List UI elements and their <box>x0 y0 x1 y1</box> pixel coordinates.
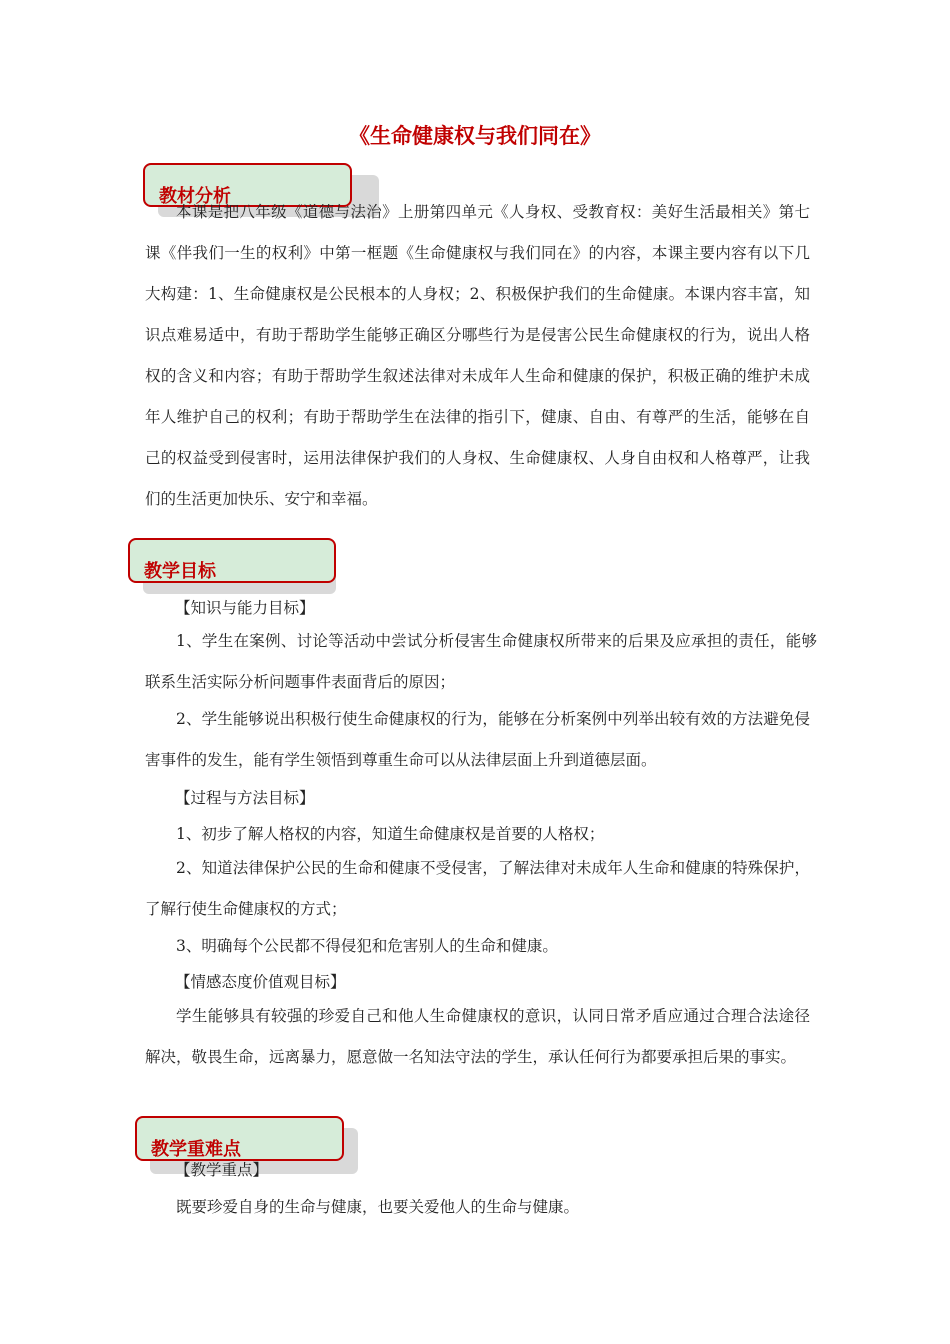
process-goal-2: 2、知道法律保护公民的生命和健康不受侵害，了解法律对未成年人生命和健康的特殊保护，了解行使生命健康权的方式； <box>145 859 810 918</box>
knowledge-goal-1: 1、学生在案例、讨论等活动中尝试分析侵害生命健康权所带来的后果及应承担的责任，能够联系生活实际分析问题事件表面背后的原因； <box>145 632 817 691</box>
knowledge-goal-header: 【知识与能力目标】 <box>175 599 315 617</box>
section-heading-label: 教学目标 <box>144 561 216 582</box>
section-heading-label: 教材分析 <box>159 186 231 207</box>
document-title: 《生命健康权与我们同在》 <box>349 123 601 148</box>
process-goal-header: 【过程与方法目标】 <box>175 789 315 807</box>
analysis-paragraph: 本课是把八年级《道德与法治》上册第四单元《人身权、受教育权：美好生活最相关》第七课《伴我们一生的权利》中第一框题《生命健康权与我们同在》的内容，本课主要内容有以下几大构建：1、生命健康权是公民根本的人身权；2、积极保护我们的生命健康。本课内容丰富，知识点难易适中，有助于帮助学生能够正确区分哪些行为是侵害公民生命健康权的行为，说出人格权的含义和内容；有助于帮助学生叙述法律对未成年人生命和健康的保护，积极正确的维护未成年人维护自己的权利；有助于帮助学生在法律的指引下，健康、自由、有尊严的生活，能够在自己的权益受到侵害时，运用法律保护我们的人身权、生命健康权、人身自由权和人格尊严，让我们的生活更加快乐、安宁和幸福。 <box>145 203 810 508</box>
section-heading-label: 教学重难点 <box>151 1139 241 1160</box>
key-point-body: 既要珍爱自身的生命与健康，也要关爱他人的生命与健康。 <box>176 1198 580 1216</box>
process-goal-3: 3、明确每个公民都不得侵犯和危害别人的生命和健康。 <box>176 937 558 955</box>
knowledge-goal-2: 2、学生能够说出积极行使生命健康权的行为，能够在分析案例中列举出较有效的方法避免侵害事件的发生，能有学生领悟到尊重生命可以从法律层面上升到道德层面。 <box>145 710 810 769</box>
process-goal-1: 1、初步了解人格权的内容，知道生命健康权是首要的人格权； <box>176 825 605 843</box>
emotion-goal-body: 学生能够具有较强的珍爱自己和他人生命健康权的意识，认同日常矛盾应通过合理合法途径解决，敬畏生命，远离暴力，愿意做一名知法守法的学生，承认任何行为都要承担后果的事实。 <box>145 1007 810 1066</box>
key-point-header: 【教学重点】 <box>175 1161 269 1179</box>
emotion-goal-header: 【情感态度价值观目标】 <box>175 973 346 991</box>
